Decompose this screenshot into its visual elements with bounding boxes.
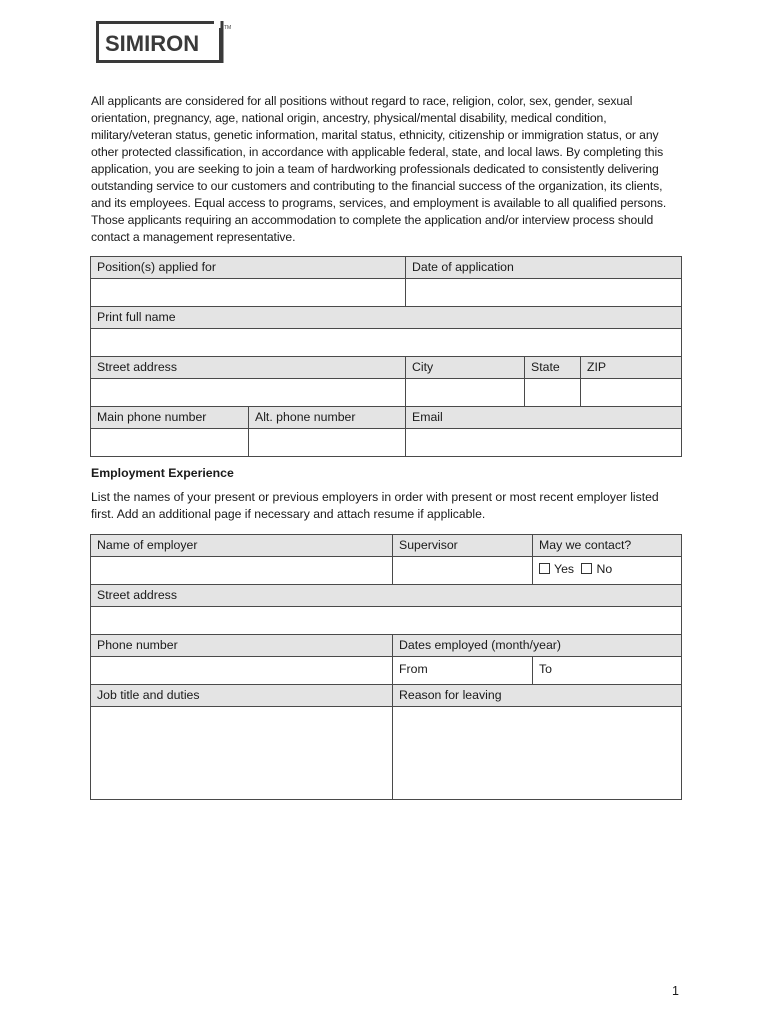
yes-label: Yes xyxy=(554,562,575,576)
employer-street-label: Street address xyxy=(91,585,682,607)
reason-for-leaving-label: Reason for leaving xyxy=(393,685,682,707)
positions-field[interactable] xyxy=(91,279,406,307)
positions-label: Position(s) applied for xyxy=(91,257,406,279)
city-field[interactable] xyxy=(406,379,525,407)
email-label: Email xyxy=(406,407,682,429)
applicant-info-table xyxy=(90,256,682,457)
full-name-label: Print full name xyxy=(91,307,682,329)
no-checkbox[interactable] xyxy=(581,563,592,574)
trademark-mark: TM xyxy=(224,25,232,31)
equal-opportunity-statement: All applicants are considered for all positions without regard to race, religion, color, sex, gender, sexual orientation, pregnancy, age, national origin, ancestry, physical/mental disability, medical condition, military/veteran status, genetic information, marital status, ethnicity, citizenship or immigration status, or any other protected classification, in accordance with applicable federal, state, and local laws. By completing this application, you are seeking to join a team of hardworking professionals dedicated to consistently delivering outstanding service to our customers and contributing to the financial success of the organization, its clients, and its employees. Equal access to programs, services, and employment is available to all qualified persons. Those applicants requiring an accommodation to complete the application and/or interview process should contact a management representative. xyxy=(91,94,667,244)
logo-text: SIMIRON xyxy=(105,31,200,56)
employment-experience-heading: Employment Experience xyxy=(91,466,234,480)
contact-options xyxy=(533,557,682,585)
date-of-application-label: Date of application xyxy=(406,257,682,279)
reason-for-leaving-field[interactable] xyxy=(393,707,682,800)
employer-name-field[interactable] xyxy=(91,557,393,585)
alt-phone-label: Alt. phone number xyxy=(249,407,406,429)
no-label: No xyxy=(596,562,613,576)
city-label: City xyxy=(406,357,525,379)
main-phone-field[interactable] xyxy=(91,429,249,457)
dates-employed-label: Dates employed (month/year) xyxy=(393,635,682,657)
employer-street-field[interactable] xyxy=(91,607,682,635)
state-label: State xyxy=(525,357,581,379)
employer-phone-label: Phone number xyxy=(91,635,393,657)
email-field[interactable] xyxy=(406,429,682,457)
supervisor-label: Supervisor xyxy=(393,535,533,557)
to-label: To xyxy=(539,662,552,676)
may-we-contact-label: May we contact? xyxy=(533,535,682,557)
alt-phone-field[interactable] xyxy=(249,429,406,457)
street-address-label: Street address xyxy=(91,357,406,379)
street-address-field[interactable] xyxy=(91,379,406,407)
full-name-field[interactable] xyxy=(91,329,682,357)
zip-label: ZIP xyxy=(581,357,682,379)
employment-instructions: List the names of your present or previous employers in order with present or most recent employer listed first. Add an additional page if necessary and attach resume if applicable. xyxy=(91,490,659,521)
simiron-logo xyxy=(96,21,234,63)
employer-phone-field[interactable] xyxy=(91,657,393,685)
date-from-field[interactable] xyxy=(393,657,533,685)
supervisor-field[interactable] xyxy=(393,557,533,585)
page-number: 1 xyxy=(672,984,679,998)
employment-table xyxy=(90,534,682,800)
date-of-application-field[interactable] xyxy=(406,279,682,307)
main-phone-label: Main phone number xyxy=(91,407,249,429)
from-label: From xyxy=(399,662,428,676)
state-field[interactable] xyxy=(525,379,581,407)
job-title-label: Job title and duties xyxy=(91,685,393,707)
employer-name-label: Name of employer xyxy=(91,535,393,557)
yes-checkbox[interactable] xyxy=(539,563,550,574)
job-title-field[interactable] xyxy=(91,707,393,800)
date-to-field[interactable] xyxy=(533,657,682,685)
zip-field[interactable] xyxy=(581,379,682,407)
